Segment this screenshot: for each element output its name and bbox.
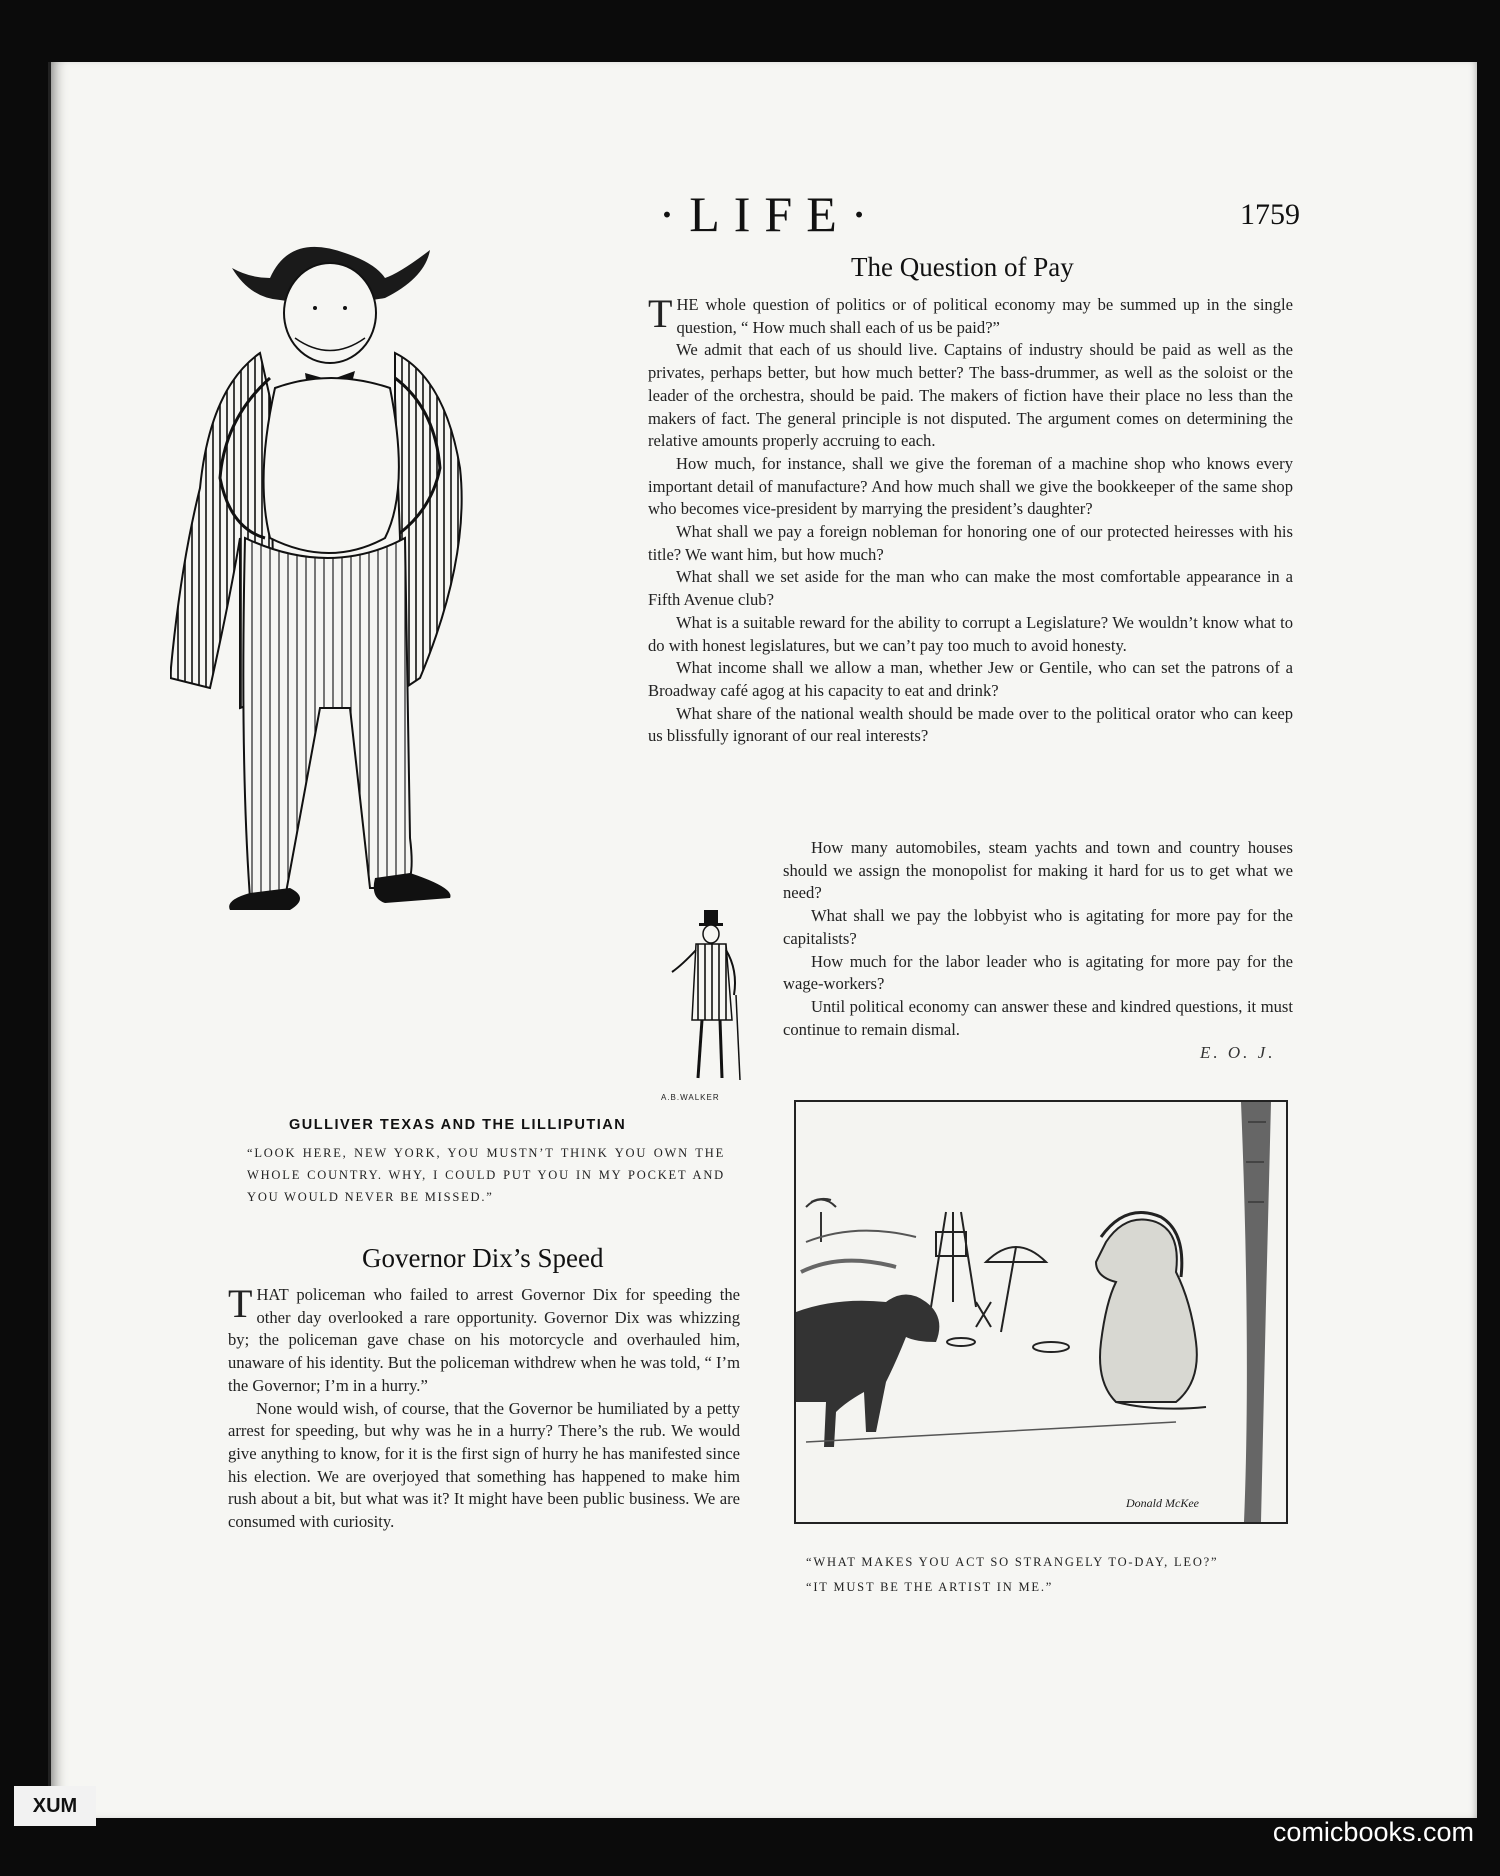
- cartoon-lion-frame: [794, 1100, 1288, 1524]
- paragraph: How many automobiles, steam yachts and town and country houses should we assign the monopolist for making it hard for us to get what we need?: [783, 838, 1293, 903]
- cartoon-caption-line-2: “IT MUST BE THE ARTIST IN ME.”: [806, 1580, 1054, 1594]
- page-number: 1759: [1240, 198, 1300, 231]
- paragraph: We admit that each of us should live. Captains of industry should be paid as well as the privates, perhaps better, but how much better? The bass-drummer, as well as the soloist or the leader of the orchestra, should be paid. The makers of fiction have their place no less than the makers of fact. The general principle is not disputed. The argument comes on determining the relative amounts properly accruing to each.: [648, 340, 1293, 451]
- article-body-governor-dix: [228, 1281, 740, 1534]
- masthead: ·LIFE·: [658, 186, 882, 242]
- dropcap: T: [228, 1281, 253, 1326]
- paragraph: None would wish, of course, that the Governor be humiliated by a petty arrest for speeding, but why was he in a hurry? There’s the rub. We would give anything to know, for it is the first sign of hurry he has manifested since his election. We are overjoyed that something has happened to make him rush about a bit, but what was it? It might have been public business. We are consumed with curiosity.: [228, 1398, 740, 1532]
- signature: E. O. J.: [1200, 1043, 1276, 1062]
- paragraph: What share of the national wealth should be made over to the political orator who can keep us blissfully ignorant of our real interests?: [648, 703, 1293, 746]
- paragraph: How much for the labor leader who is agitating for more pay for the wage-workers?: [783, 951, 1293, 994]
- dropcap: T: [648, 291, 673, 336]
- paragraph: What shall we set aside for the man who can make the most comfortable appearance in a Fifth Avenue club?: [648, 567, 1293, 610]
- caption: “LOOK HERE, NEW YORK, YOU MUSTN’T THINK YOU OWN THE WHOLE COUNTRY. WHY, I COULD PUT YOU IN MY POCKET AND YOU WOULD NEVER BE MISSED.”: [247, 1146, 725, 1204]
- paragraph: What shall we pay a foreign nobleman for honoring one of our protected heiresses with his title? We want him, but how much?: [648, 522, 1293, 564]
- paragraph: How much, for instance, shall we give the foreman of a machine shop who knows every important detail of manufacture? And how much shall we give the bookkeeper of the same shop who becomes vice-president by marrying the president’s daughter?: [648, 453, 1293, 519]
- illustration-lilliputian: [662, 910, 762, 1090]
- article-title-question-of-pay: The Question of Pay: [851, 252, 1074, 282]
- caption-title: GULLIVER TEXAS AND THE LILLIPUTIAN: [289, 1117, 627, 1133]
- paragraph: What is a suitable reward for the ability to corrupt a Legislature? We wouldn’t know what to do with honest legislatures, but we can’t pay too much to avoid honesty.: [648, 612, 1293, 655]
- watermark: comicbooks.com: [1272, 1817, 1474, 1847]
- artist-signature: A.B.WALKER: [661, 1093, 720, 1102]
- paragraph: What shall we pay the lobbyist who is agitating for more pay for the capitalists?: [783, 906, 1293, 948]
- paragraph: HE whole question of politics or of political economy may be summed up in the single question, “ How much shall each of us be paid?”: [676, 295, 1293, 337]
- article-title-governor-dix: Governor Dix’s Speed: [362, 1243, 604, 1273]
- cartoon-artist-signature: Donald McKee: [1126, 1496, 1199, 1510]
- cartoon-lion-illustration: [796, 1102, 1286, 1522]
- scan-tag: XUM: [14, 1786, 96, 1826]
- paragraph: What income shall we allow a man, whether Jew or Gentile, who can set the patrons of a Broadway café agog at his capacity to eat and drink?: [648, 658, 1293, 700]
- article-body-narrow: [783, 837, 1293, 1041]
- cartoon-caption-line-1: “WHAT MAKES YOU ACT SO STRANGELY TO-DAY, LEO?”: [806, 1555, 1219, 1569]
- paragraph: HAT policeman who failed to arrest Governor Dix for speeding the other day overlooked a rare opportunity. Governor Dix was whizzing by; the policeman gave chase on his motorcycle and overhauled him, unaware of his identity. But the policeman withdrew when he was told, “ I’m the Governor; I’m in a hurry.”: [228, 1285, 740, 1395]
- illustration-gulliver-texas: [170, 238, 550, 1088]
- paragraph: Until political economy can answer these and kindred questions, it must continue to remain dismal.: [783, 996, 1293, 1039]
- article-body-question-of-pay: [648, 291, 1293, 748]
